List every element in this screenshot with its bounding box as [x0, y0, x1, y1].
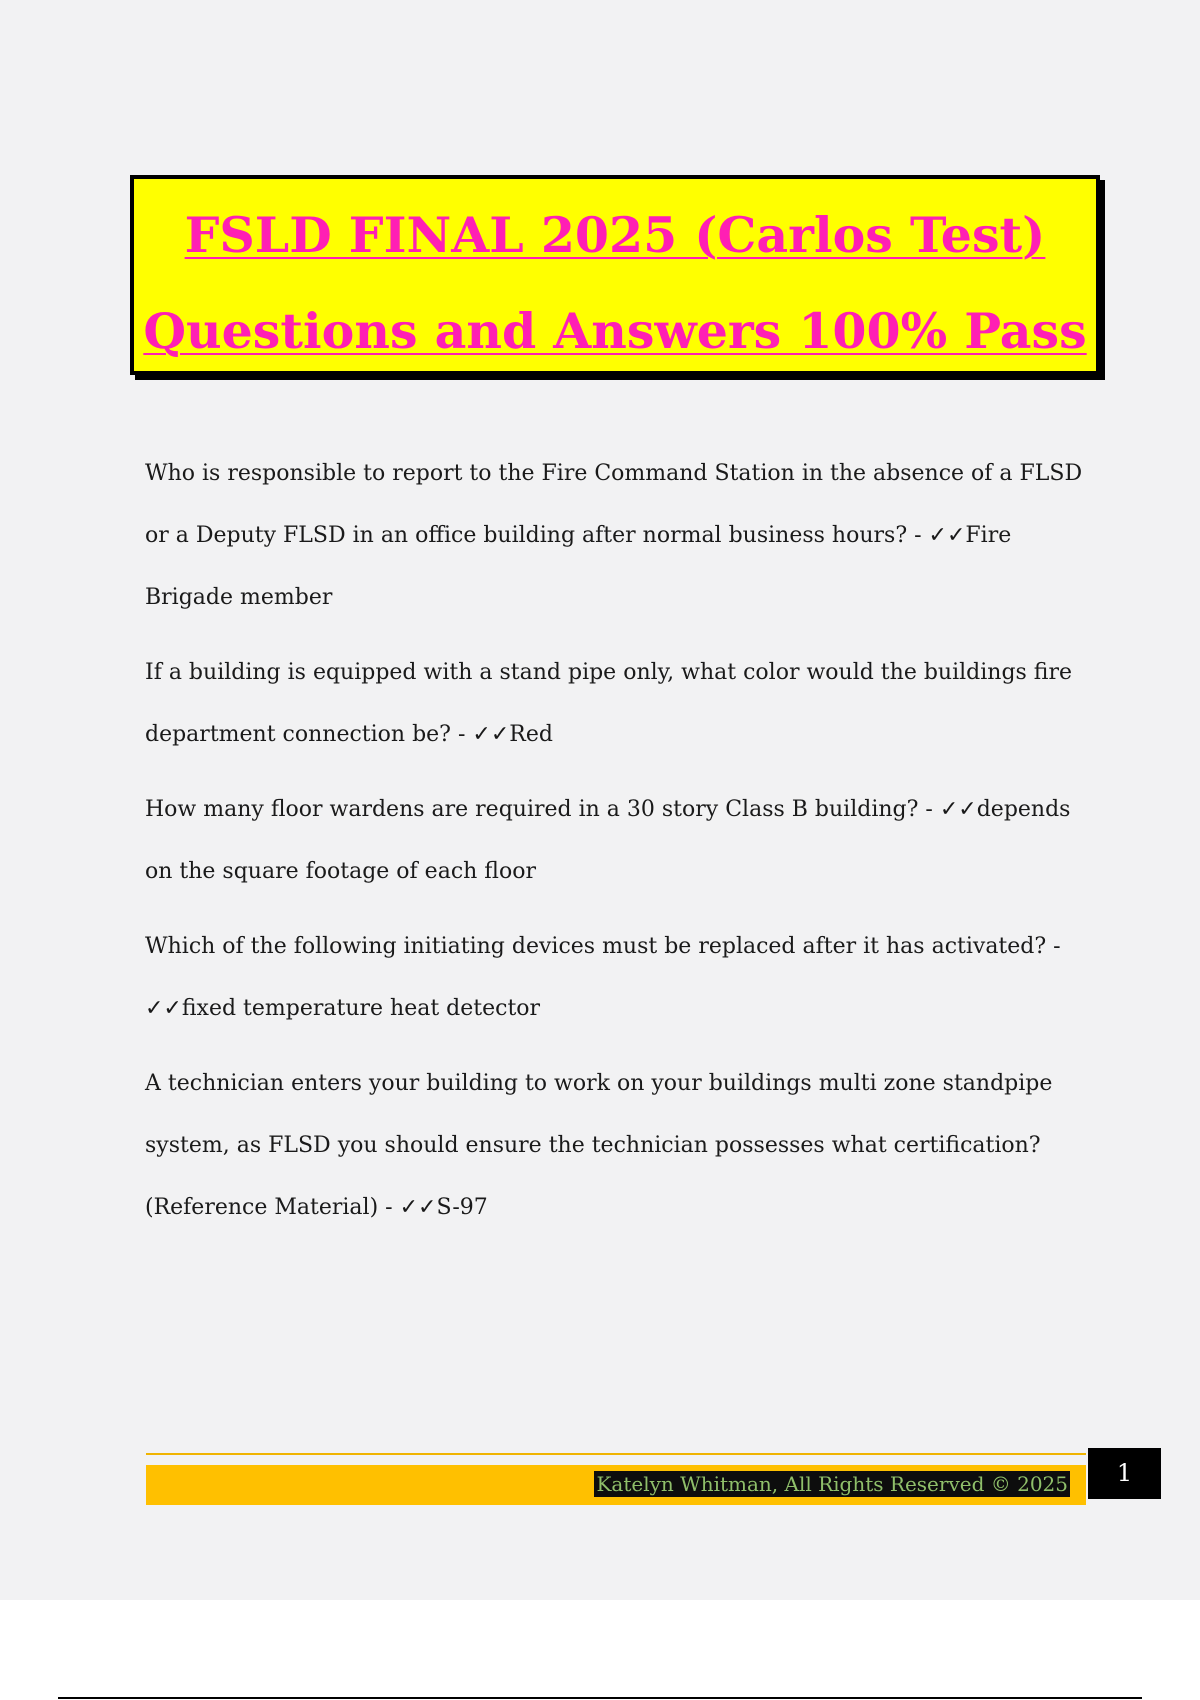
answer-text: fixed temperature heat detector [181, 996, 541, 1021]
answer-text: Red [509, 722, 553, 747]
qa-item [145, 779, 1095, 903]
question-text: Who is responsible to report to the Fire Command Station in the absence of a FLSD or a Deputy FLSD in an office building after normal business hours? - [145, 461, 1083, 548]
double-check-icon: ✓✓ [928, 523, 966, 548]
answer-text: Fire Brigade member [145, 523, 1012, 610]
page-number: 1 [1088, 1448, 1161, 1499]
answer-text: depends on the square footage of each floor [145, 797, 1071, 884]
question-text: If a building is equipped with a stand pipe only, what color would the buildings fire department connection be? - [145, 660, 1073, 747]
double-check-icon: ✓✓ [399, 1195, 437, 1220]
question-text: How many floor wardens are required in a 30 story Class B building? - [145, 797, 940, 822]
double-check-icon: ✓✓ [472, 722, 510, 747]
qa-item [145, 642, 1095, 766]
title-banner [130, 175, 1100, 375]
bottom-divider [58, 1697, 1142, 1699]
footer-copyright: Katelyn Whitman, All Rights Reserved © 2025 [596, 1472, 1068, 1496]
question-text: A technician enters your building to work on your buildings multi zone standpipe system, as FLSD you should ensure the technician possesses what certification? (Reference Material) - [145, 1071, 1053, 1220]
footer-bar [146, 1465, 1086, 1505]
qa-item [145, 443, 1095, 629]
qa-item [145, 916, 1095, 1040]
double-check-icon: ✓✓ [939, 797, 977, 822]
qa-list [145, 443, 1095, 1252]
question-text: Which of the following initiating devices must be replaced after it has activated? - [145, 934, 1061, 959]
answer-text: S-97 [436, 1195, 488, 1220]
double-check-icon: ✓✓ [145, 996, 182, 1021]
title-line-2: Questions and Answers 100% Pass [143, 302, 1087, 360]
footer-rule [146, 1453, 1086, 1455]
qa-item [145, 1053, 1095, 1239]
title-line-1: FSLD FINAL 2025 (Carlos Test) [184, 206, 1046, 264]
